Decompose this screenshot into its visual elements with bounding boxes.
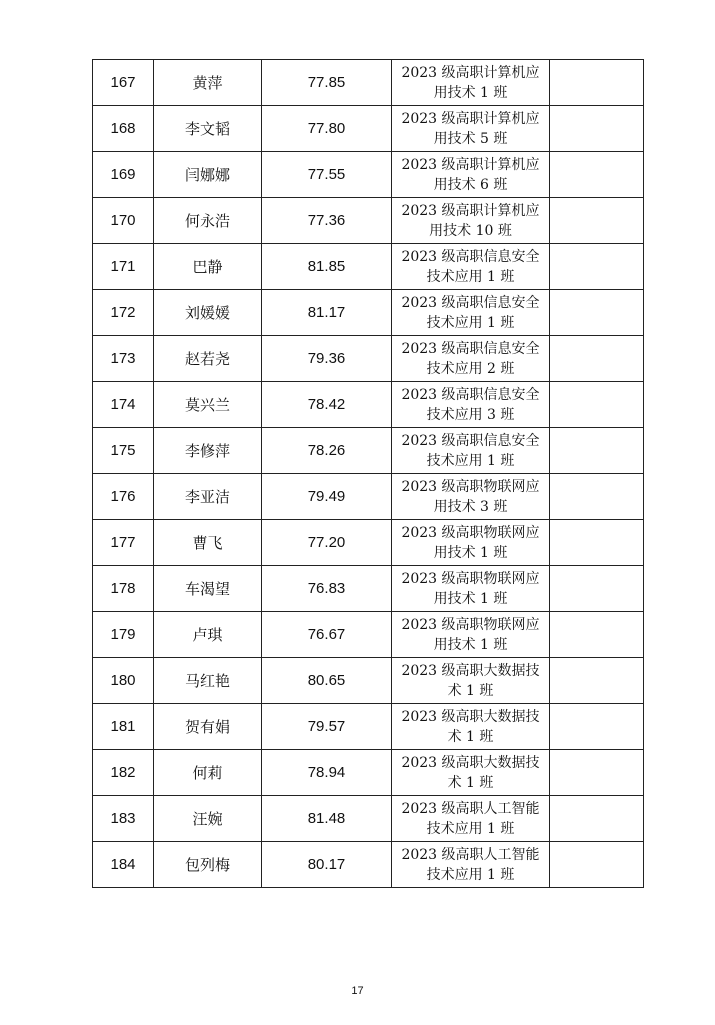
class-line-1: 2023 级高职信息安全 [401,294,540,311]
row-number-cell: 172 [93,290,154,336]
remark-cell [550,382,644,428]
class-cell [392,60,550,106]
score-cell: 77.36 [262,198,392,244]
class-line-2: 技术应用 2 班 [426,360,515,377]
score-cell: 77.20 [262,520,392,566]
class-line-1: 2023 级高职物联网应 [401,570,540,587]
class-cell [392,704,550,750]
class-cell [392,520,550,566]
table-row [93,382,644,428]
row-number-cell: 174 [93,382,154,428]
score-cell: 77.85 [262,60,392,106]
class-cell [392,244,550,290]
class-cell [392,842,550,888]
remark-cell [550,842,644,888]
class-line-2: 用技术 3 班 [433,498,508,515]
row-number-cell: 177 [93,520,154,566]
table-row [93,520,644,566]
student-name-cell: 汪婉 [154,796,262,842]
class-line-2: 用技术 1 班 [433,544,508,561]
student-name-cell: 赵若尧 [154,336,262,382]
table-row [93,244,644,290]
student-name-cell: 卢琪 [154,612,262,658]
row-number-cell: 180 [93,658,154,704]
score-cell: 76.67 [262,612,392,658]
class-line-1: 2023 级高职物联网应 [401,478,540,495]
class-cell [392,428,550,474]
class-cell [392,658,550,704]
student-score-table [92,59,644,888]
student-name-cell: 巴静 [154,244,262,290]
class-line-1: 2023 级高职物联网应 [401,616,540,633]
row-number-cell: 168 [93,106,154,152]
remark-cell [550,152,644,198]
class-line-1: 2023 级高职大数据技 [401,754,540,771]
page-number: 17 [351,985,364,997]
remark-cell [550,750,644,796]
row-number-cell: 179 [93,612,154,658]
class-line-2: 术 1 班 [447,682,494,699]
score-cell: 79.57 [262,704,392,750]
score-cell: 80.65 [262,658,392,704]
table-row [93,796,644,842]
class-line-2: 用技术 1 班 [433,636,508,653]
score-cell: 78.94 [262,750,392,796]
row-number-cell: 183 [93,796,154,842]
student-name-cell: 贺有娟 [154,704,262,750]
class-line-2: 术 1 班 [447,728,494,745]
table-row [93,612,644,658]
class-line-2: 技术应用 1 班 [426,268,515,285]
table-row [93,750,644,796]
class-line-2: 用技术 5 班 [433,130,508,147]
remark-cell [550,60,644,106]
remark-cell [550,428,644,474]
table-row [93,290,644,336]
student-name-cell: 包列梅 [154,842,262,888]
table-row [93,704,644,750]
class-line-1: 2023 级高职计算机应 [401,202,540,219]
score-cell: 81.48 [262,796,392,842]
class-cell [392,152,550,198]
class-cell [392,612,550,658]
remark-cell [550,704,644,750]
remark-cell [550,244,644,290]
class-line-2: 技术应用 1 班 [426,314,515,331]
class-line-1: 2023 级高职信息安全 [401,248,540,265]
class-line-1: 2023 级高职信息安全 [401,432,540,449]
row-number-cell: 176 [93,474,154,520]
class-line-1: 2023 级高职信息安全 [401,340,540,357]
class-line-1: 2023 级高职人工智能 [401,846,540,863]
table-row [93,336,644,382]
student-name-cell: 何莉 [154,750,262,796]
class-line-2: 用技术 6 班 [433,176,508,193]
class-cell [392,474,550,520]
score-cell: 80.17 [262,842,392,888]
class-line-1: 2023 级高职物联网应 [401,524,540,541]
remark-cell [550,520,644,566]
remark-cell [550,658,644,704]
remark-cell [550,474,644,520]
row-number-cell: 184 [93,842,154,888]
score-cell: 78.26 [262,428,392,474]
table-row [93,566,644,612]
table-row [93,198,644,244]
table-row [93,842,644,888]
class-line-2: 用技术 10 班 [429,222,512,239]
class-line-1: 2023 级高职计算机应 [401,64,540,81]
class-line-1: 2023 级高职人工智能 [401,800,540,817]
score-cell: 79.49 [262,474,392,520]
row-number-cell: 178 [93,566,154,612]
class-line-2: 技术应用 1 班 [426,866,515,883]
student-name-cell: 曹飞 [154,520,262,566]
remark-cell [550,796,644,842]
class-line-1: 2023 级高职大数据技 [401,662,540,679]
score-cell: 76.83 [262,566,392,612]
class-cell [392,796,550,842]
class-line-2: 术 1 班 [447,774,494,791]
class-line-1: 2023 级高职大数据技 [401,708,540,725]
row-number-cell: 181 [93,704,154,750]
row-number-cell: 182 [93,750,154,796]
row-number-cell: 170 [93,198,154,244]
class-cell [392,290,550,336]
remark-cell [550,198,644,244]
class-line-1: 2023 级高职信息安全 [401,386,540,403]
class-line-1: 2023 级高职计算机应 [401,156,540,173]
class-line-1: 2023 级高职计算机应 [401,110,540,127]
table-row [93,60,644,106]
student-name-cell: 马红艳 [154,658,262,704]
student-name-cell: 李修萍 [154,428,262,474]
score-cell: 79.36 [262,336,392,382]
student-name-cell: 车渴望 [154,566,262,612]
table-row [93,658,644,704]
class-cell [392,382,550,428]
class-line-2: 用技术 1 班 [433,84,508,101]
class-line-2: 技术应用 3 班 [426,406,515,423]
class-cell [392,336,550,382]
score-cell: 78.42 [262,382,392,428]
row-number-cell: 171 [93,244,154,290]
student-name-cell: 莫兴兰 [154,382,262,428]
student-name-cell: 刘媛媛 [154,290,262,336]
class-cell [392,566,550,612]
table-row [93,474,644,520]
score-cell: 77.80 [262,106,392,152]
remark-cell [550,290,644,336]
class-line-2: 用技术 1 班 [433,590,508,607]
class-cell [392,750,550,796]
student-name-cell: 何永浩 [154,198,262,244]
student-name-cell: 李文韬 [154,106,262,152]
student-name-cell: 李亚洁 [154,474,262,520]
table-row [93,428,644,474]
remark-cell [550,106,644,152]
score-cell: 81.17 [262,290,392,336]
table-body [93,60,644,888]
remark-cell [550,612,644,658]
class-line-2: 技术应用 1 班 [426,820,515,837]
class-line-2: 技术应用 1 班 [426,452,515,469]
row-number-cell: 175 [93,428,154,474]
remark-cell [550,566,644,612]
student-name-cell: 黄萍 [154,60,262,106]
table-row [93,152,644,198]
score-cell: 77.55 [262,152,392,198]
class-cell [392,198,550,244]
student-name-cell: 闫娜娜 [154,152,262,198]
remark-cell [550,336,644,382]
table-row [93,106,644,152]
class-cell [392,106,550,152]
row-number-cell: 173 [93,336,154,382]
row-number-cell: 169 [93,152,154,198]
row-number-cell: 167 [93,60,154,106]
score-cell: 81.85 [262,244,392,290]
